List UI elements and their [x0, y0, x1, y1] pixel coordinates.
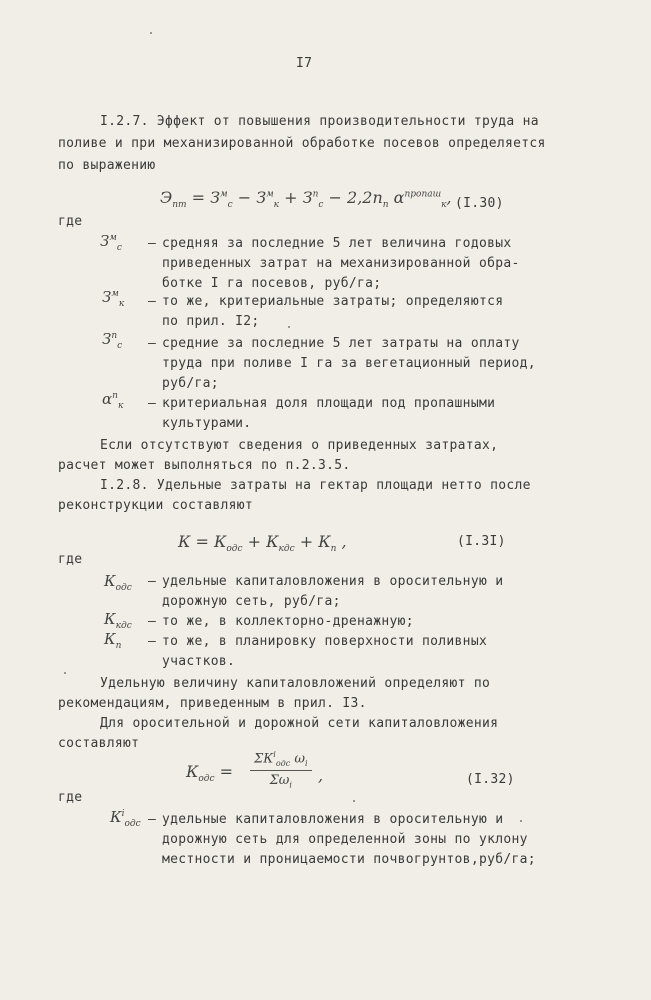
para-network-line-2: составляют: [58, 736, 140, 751]
para-128-line-2: реконструкции составляют: [58, 498, 254, 513]
def-k-ods-line-1: удельные капиталовложения в оросительную и: [162, 574, 504, 589]
scan-speck: [64, 672, 66, 674]
def-dash: –: [148, 396, 156, 411]
def-dash: –: [148, 614, 156, 629]
def-zpc-line-2: труда при поливе I га за вегетационный период,: [162, 356, 536, 371]
para-specific-line-2: рекомендациям, приведенным в прил. I3.: [58, 696, 367, 711]
def-k-ods-i-line-3: местности и проницаемости почвогрунтов,руб/га;: [162, 852, 536, 867]
symbol-k-p: $К_п$: [104, 630, 122, 651]
symbol-zpc: $З^п_c$: [102, 330, 123, 351]
scan-speck: [288, 326, 290, 328]
def-k-ods-line-2: дорожную сеть, руб/га;: [162, 594, 341, 609]
def-zpc-line-3: руб/га;: [162, 376, 219, 391]
def-k-ods-i-line-1: удельные капиталовложения в оросительную и: [162, 812, 504, 827]
def-zmk-line-2: по прил. I2;: [162, 314, 260, 329]
def-zmc-line-1: средняя за последние 5 лет величина годовых: [162, 236, 512, 251]
para-absent-line-2: расчет может выполняться по п.2.3.5.: [58, 458, 351, 473]
para-127-line-1: I.2.7. Эффект от повышения производительности труда на: [100, 114, 539, 129]
def-zmk-line-1: то же, критериальные затраты; определяются: [162, 294, 504, 309]
symbol-zmc: $З^м_c$: [100, 232, 122, 253]
symbol-alpha-pk: $\alpha^п_к$: [102, 390, 124, 411]
symbol-k-ods-i: $К^i_{одс}$: [110, 808, 141, 829]
def-dash: –: [148, 574, 156, 589]
symbol-zmk: $З^м_к$: [102, 288, 125, 309]
def-k-p-line-2: участков.: [162, 654, 236, 669]
symbol-k-kds: $К_{кдс}$: [104, 610, 132, 631]
def-zpc-line-1: средние за последние 5 лет затраты на оплату: [162, 336, 520, 351]
page-number: I7: [296, 56, 313, 71]
where-label-1: где: [58, 214, 83, 229]
para-specific-line-1: Удельную величину капиталовложений определяют по: [100, 676, 491, 691]
where-label-2: где: [58, 552, 83, 567]
def-dash: –: [148, 812, 156, 827]
equation-1-32-fraction: [250, 750, 312, 790]
equation-1-31-number: (I.3I): [457, 534, 506, 549]
where-label-3: где: [58, 790, 83, 805]
equation-1-31: $К = К_{одс} + К_{кдс} + К_п$ ,: [178, 532, 347, 555]
def-dash: –: [148, 294, 156, 309]
para-127-line-3: по выражению: [58, 158, 156, 173]
para-absent-line-1: Если отсутствуют сведения о приведенных затратах,: [100, 438, 499, 453]
def-zmc-line-3: ботке I га посевов, руб/га;: [162, 276, 382, 291]
def-alpha-line-2: культурами.: [162, 416, 252, 431]
equation-1-32-lhs: $К_{одс}$ =: [186, 762, 234, 785]
def-zmc-line-2: приведенных затрат на механизированной обра-: [162, 256, 520, 271]
def-alpha-line-1: критериальная доля площади под пропашными: [162, 396, 496, 411]
def-k-ods-i-line-2: дорожную сеть для определенной зоны по уклону: [162, 832, 528, 847]
def-k-kds-line-1: то же, в коллекторно-дренажную;: [162, 614, 414, 629]
fraction-numerator: $\Sigma К^i_{одс}$ $\omega_i$: [250, 750, 312, 771]
scan-speck: [520, 820, 522, 822]
def-dash: –: [148, 634, 156, 649]
def-dash: –: [148, 236, 156, 251]
para-127-line-2: поливе и при механизированной обработке посевов определяется: [58, 136, 546, 151]
scan-speck: [150, 32, 152, 34]
fraction-denominator: $\Sigma\omega_i$: [269, 772, 292, 790]
def-dash: –: [148, 336, 156, 351]
def-k-p-line-1: то же, в планировку поверхности поливных: [162, 634, 488, 649]
equation-1-30-number: (I.30): [455, 196, 504, 211]
scan-speck: [353, 800, 355, 802]
para-128-line-1: I.2.8. Удельные затраты на гектар площади нетто после: [100, 478, 531, 493]
equation-1-32-comma: ,: [318, 766, 324, 785]
para-network-line-1: Для оросительной и дорожной сети капиталовложения: [100, 716, 499, 731]
symbol-k-ods: $К_{одс}$: [104, 572, 132, 593]
equation-1-32-number: (I.32): [466, 772, 515, 787]
equation-1-30: $Э_{пт} = З^м_c - З^м_к + З^п_c - 2,2n_п$ $\alpha^{пропаш}_к$,: [160, 188, 452, 211]
